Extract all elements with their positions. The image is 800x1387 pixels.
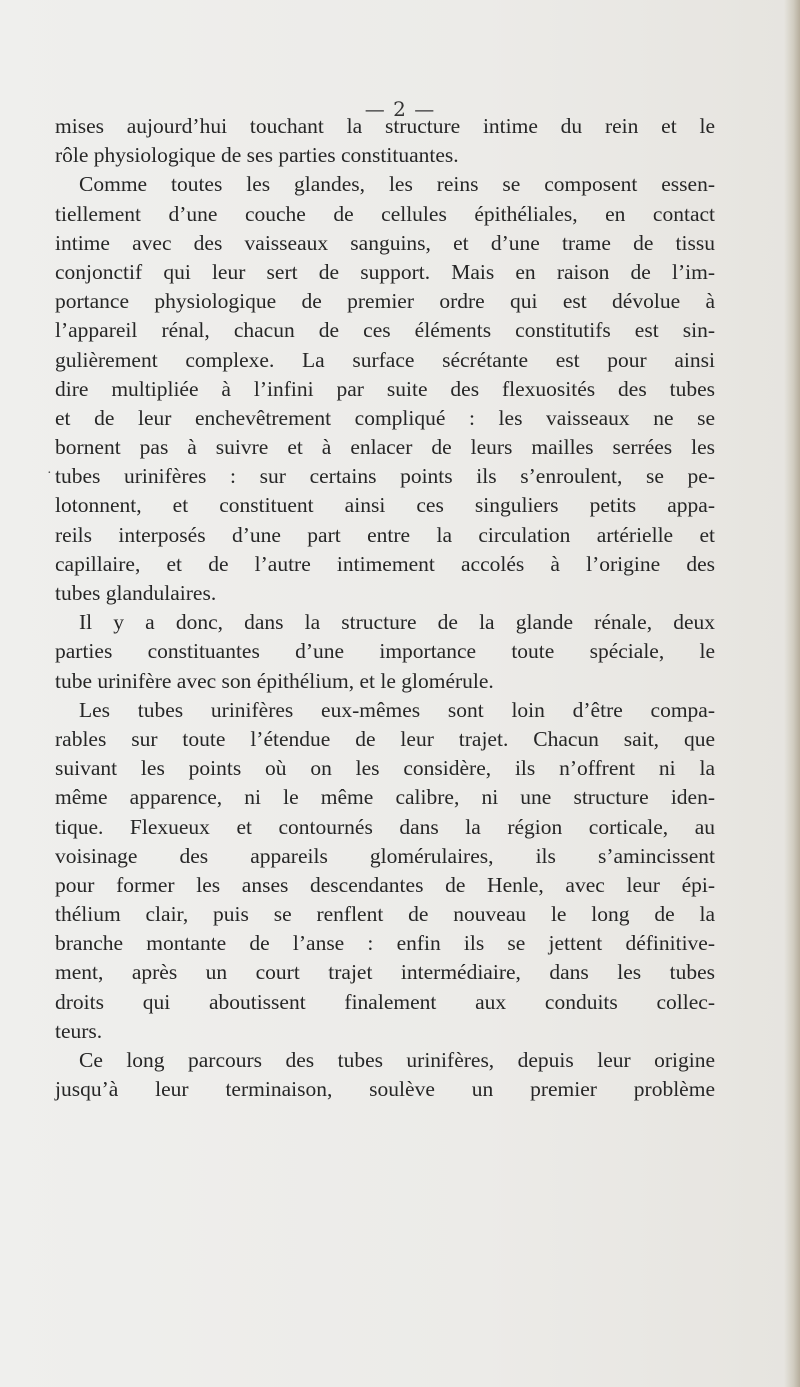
text-line: tubes urinifères : sur certains points ils s’enroulent, se pe-: [55, 464, 715, 489]
text-line: même apparence, ni le même calibre, ni une structure iden-: [55, 785, 715, 810]
text-line: portance physiologique de premier ordre qui est dévolue à: [55, 289, 715, 314]
text-line: dire multipliée à l’infini par suite des flexuosités des tubes: [55, 376, 715, 401]
text-line: et de leur enchevêtrement compliqué : les vaisseaux ne se: [55, 405, 715, 430]
text-line: bornent pas à suivre et à enlacer de leurs mailles serrées les: [55, 435, 715, 460]
text-line: tique. Flexueux et contournés dans la région corticale, au: [55, 814, 715, 839]
text-line: tube urinifère avec son épithélium, et le glomérule.: [55, 668, 494, 693]
text-line: pour former les anses descendantes de Henle, avec leur épi-: [55, 872, 715, 897]
text-line: droits qui aboutissent finalement aux conduits collec-: [55, 989, 715, 1014]
text-line: thélium clair, puis se renflent de nouveau le long de la: [55, 902, 715, 927]
text-line: teurs.: [55, 1018, 103, 1043]
text-line: Ce long parcours des tubes urinifères, depuis leur origine: [79, 1048, 715, 1072]
text-line: parties constituantes d’une importance toute spéciale, le: [55, 639, 715, 664]
text-line: suivant les points où on les considère, ils n’offrent ni la: [55, 756, 715, 781]
text-line: Les tubes urinifères eux-mêmes sont loin d’être compa-: [79, 697, 715, 722]
text-line: capillaire, et de l’autre intimement accolés à l’origine des: [55, 551, 715, 576]
text-line: intime avec des vaisseaux sanguins, et d’une trame de tissu: [55, 230, 715, 255]
text-line: mises aujourd’hui touchant la structure intime du rein et le: [55, 114, 715, 138]
text-line: voisinage des appareils glomérulaires, ils s’amincissent: [55, 843, 715, 868]
text-line: reils interposés d’une part entre la circulation artérielle et: [55, 522, 715, 547]
page-edge-shadow: [784, 0, 800, 1387]
page-number: — 2 —: [364, 97, 436, 121]
text-line: ment, après un court trajet intermédiaire, dans les tubes: [55, 960, 715, 985]
stray-ink-mark: ·: [47, 466, 52, 481]
text-line: rôle physiologique de ses parties constituantes.: [55, 143, 459, 168]
text-line: jusqu’à leur terminaison, soulève un premier problème: [55, 1077, 715, 1102]
text-line: branche montante de l’anse : enfin ils se jettent définitive-: [55, 931, 715, 956]
text-line: tubes glandulaires.: [55, 581, 217, 605]
text-line: l’appareil rénal, chacun de ces éléments constitutifs est sin-: [55, 318, 715, 343]
text-line: conjonctif qui leur sert de support. Mais en raison de l’im-: [55, 259, 715, 284]
text-line: lotonnent, et constituent ainsi ces singuliers petits appa-: [55, 493, 715, 518]
text-line: gulièrement complexe. La surface sécrétante est pour ainsi: [55, 347, 715, 372]
text-line: rables sur toute l’étendue de leur trajet. Chacun sait, que: [55, 726, 715, 751]
body-text: [55, 112, 715, 1104]
text-line: Comme toutes les glandes, les reins se composent essen-: [79, 172, 715, 197]
text-line: tiellement d’une couche de cellules épithéliales, en contact: [55, 201, 715, 226]
text-line: Il y a donc, dans la structure de la glande rénale, deux: [79, 610, 715, 635]
